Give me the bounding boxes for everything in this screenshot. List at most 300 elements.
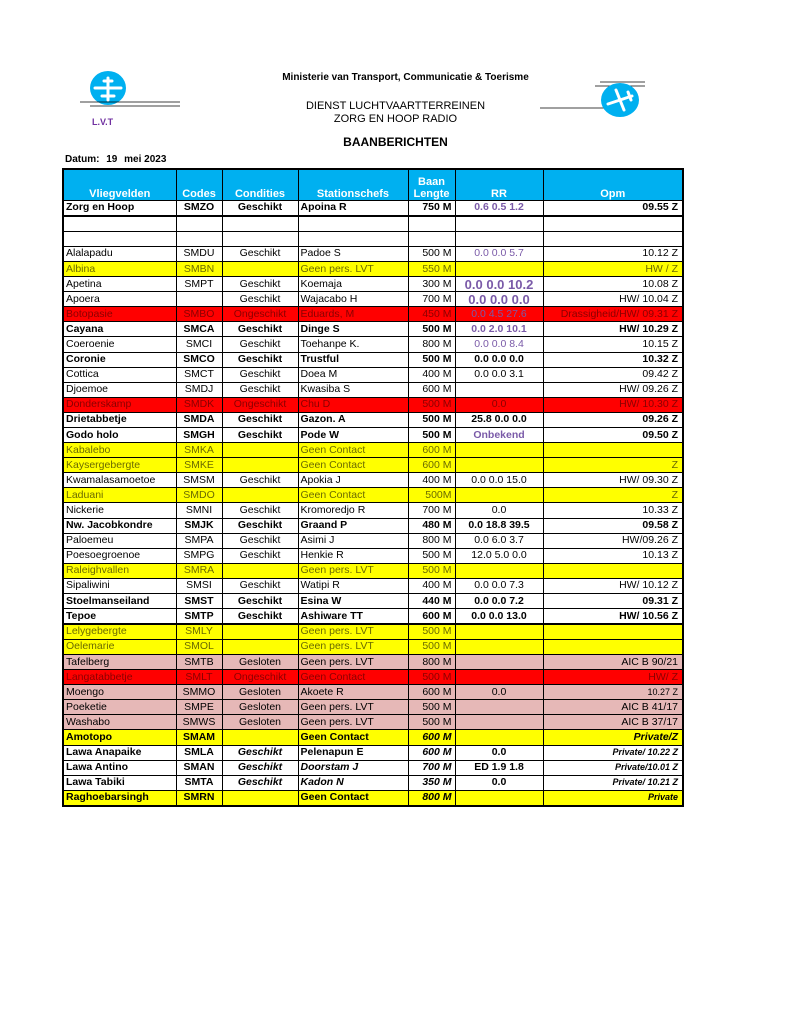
ministry-heading: Ministerie van Transport, Communicatie & Toerisme bbox=[282, 72, 529, 83]
cell-lengte: 750 M bbox=[408, 201, 455, 216]
cell-vliegveld: Kwamalasamoetoe bbox=[63, 473, 176, 488]
cell-lengte: 800 M bbox=[408, 533, 455, 548]
cell-stationschef: Geen pers. LVT bbox=[298, 624, 408, 639]
cell-stationschef bbox=[298, 216, 408, 231]
cell-conditie bbox=[222, 624, 298, 639]
cell-code: SMPA bbox=[176, 533, 222, 548]
cell-opm: 10.32 Z bbox=[543, 352, 683, 367]
table-row bbox=[63, 700, 683, 715]
cell-rr: 0.0 2.0 10.1 bbox=[455, 322, 543, 337]
table-row bbox=[63, 246, 683, 261]
cell-lengte: 800 M bbox=[408, 655, 455, 670]
cell-vliegveld: Raghoebarsingh bbox=[63, 790, 176, 805]
cell-conditie: Geschikt bbox=[222, 277, 298, 292]
cell-code: SMAM bbox=[176, 730, 222, 745]
cell-opm: HW/09.26 Z bbox=[543, 533, 683, 548]
cell-vliegveld: Lelygebergte bbox=[63, 624, 176, 639]
cell-rr: 25.8 0.0 0.0 bbox=[455, 412, 543, 427]
cell-vliegveld: Coeroenie bbox=[63, 337, 176, 352]
cell-opm bbox=[543, 443, 683, 458]
col-baan: Baan bbox=[418, 176, 445, 188]
cell-code: SMNI bbox=[176, 503, 222, 518]
cell-conditie bbox=[222, 216, 298, 231]
cell-stationschef: Geen Contact bbox=[298, 670, 408, 685]
cell-opm: AIC B 90/21 bbox=[543, 655, 683, 670]
cell-stationschef: Geen pers. LVT bbox=[298, 639, 408, 654]
cell-conditie: Ongeschikt bbox=[222, 670, 298, 685]
cell-opm: Z bbox=[543, 458, 683, 473]
cell-vliegveld: Sipaliwini bbox=[63, 578, 176, 593]
cell-code: SMPT bbox=[176, 277, 222, 292]
cell-lengte: 350 M bbox=[408, 775, 455, 790]
cell-vliegveld: Donderskamp bbox=[63, 397, 176, 412]
cell-lengte: 600 M bbox=[408, 745, 455, 760]
cell-conditie bbox=[222, 231, 298, 246]
table-row bbox=[63, 397, 683, 412]
cell-vliegveld: Djoemoe bbox=[63, 382, 176, 397]
cell-vliegveld: Nickerie bbox=[63, 503, 176, 518]
cell-code: SMGH bbox=[176, 428, 222, 443]
cell-opm: Private/ 10.22 Z bbox=[543, 745, 683, 760]
table-row bbox=[63, 473, 683, 488]
cell-opm: HW/ 10.30 Z bbox=[543, 397, 683, 412]
date-line bbox=[65, 154, 170, 165]
cell-opm: 09.42 Z bbox=[543, 367, 683, 382]
cell-stationschef: Geen pers. LVT bbox=[298, 655, 408, 670]
cell-opm: Z bbox=[543, 488, 683, 503]
cell-opm: HW/ 09.26 Z bbox=[543, 382, 683, 397]
cell-opm: Private/Z bbox=[543, 730, 683, 745]
cell-rr bbox=[455, 639, 543, 654]
cell-lengte: 400 M bbox=[408, 578, 455, 593]
cell-stationschef: Apoina R bbox=[298, 201, 408, 216]
cell-vliegveld: Albina bbox=[63, 261, 176, 276]
cell-opm bbox=[543, 216, 683, 231]
cell-opm: HW/ 10.04 Z bbox=[543, 292, 683, 307]
table-row bbox=[63, 578, 683, 593]
cell-rr bbox=[455, 231, 543, 246]
cell-lengte: 800 M bbox=[408, 790, 455, 805]
table-row bbox=[63, 261, 683, 276]
table-row bbox=[63, 670, 683, 685]
date-label: Datum: bbox=[65, 154, 100, 165]
cell-conditie: Geschikt bbox=[222, 473, 298, 488]
cell-vliegveld: Amotopo bbox=[63, 730, 176, 745]
cell-vliegveld: Lawa Tabiki bbox=[63, 775, 176, 790]
table-row bbox=[63, 458, 683, 473]
cell-vliegveld: Godo holo bbox=[63, 428, 176, 443]
cell-vliegveld: Botopasie bbox=[63, 307, 176, 322]
cell-lengte: 600 M bbox=[408, 382, 455, 397]
cell-rr bbox=[455, 715, 543, 730]
cell-vliegveld: Poesoegroenoe bbox=[63, 548, 176, 563]
cell-stationschef: Ashiware TT bbox=[298, 609, 408, 624]
cell-code: SMRA bbox=[176, 563, 222, 578]
cell-lengte: 700 M bbox=[408, 292, 455, 307]
table-row bbox=[63, 216, 683, 231]
cell-conditie bbox=[222, 443, 298, 458]
cell-lengte: 450 M bbox=[408, 307, 455, 322]
cell-rr bbox=[455, 443, 543, 458]
cell-conditie: Geschikt bbox=[222, 548, 298, 563]
cell-rr: 0.0 0.0 8.4 bbox=[455, 337, 543, 352]
table-row bbox=[63, 488, 683, 503]
cell-conditie: Geschikt bbox=[222, 292, 298, 307]
logo-text: L.V.T bbox=[92, 117, 114, 127]
cell-vliegveld: Paloemeu bbox=[63, 533, 176, 548]
cell-vliegveld: Alalapadu bbox=[63, 246, 176, 261]
cell-opm: HW/ 10.29 Z bbox=[543, 322, 683, 337]
table-row bbox=[63, 655, 683, 670]
cell-lengte: 500 M bbox=[408, 715, 455, 730]
cell-lengte: 500 M bbox=[408, 397, 455, 412]
cell-conditie: Geschikt bbox=[222, 352, 298, 367]
cell-lengte: 600 M bbox=[408, 458, 455, 473]
cell-conditie: Geschikt bbox=[222, 760, 298, 775]
cell-lengte bbox=[408, 216, 455, 231]
cell-rr bbox=[455, 563, 543, 578]
table-row bbox=[63, 412, 683, 427]
cell-vliegveld bbox=[63, 231, 176, 246]
cell-conditie: Geschikt bbox=[222, 503, 298, 518]
cell-code: SMTB bbox=[176, 655, 222, 670]
cell-opm: 09.31 Z bbox=[543, 594, 683, 609]
cell-rr: ED 1.9 1.8 bbox=[455, 760, 543, 775]
cell-conditie: Gesloten bbox=[222, 715, 298, 730]
cell-conditie bbox=[222, 458, 298, 473]
cell-opm: HW/ 10.56 Z bbox=[543, 609, 683, 624]
table-row bbox=[63, 760, 683, 775]
table-row bbox=[63, 533, 683, 548]
cell-vliegveld: Cayana bbox=[63, 322, 176, 337]
runway-report-table bbox=[62, 168, 684, 807]
cell-code bbox=[176, 231, 222, 246]
cell-stationschef bbox=[298, 231, 408, 246]
cell-rr bbox=[455, 655, 543, 670]
cell-code: SMRN bbox=[176, 790, 222, 805]
cell-lengte: 500M bbox=[408, 488, 455, 503]
table-row bbox=[63, 352, 683, 367]
cell-code: SMSM bbox=[176, 473, 222, 488]
cell-opm: 10.33 Z bbox=[543, 503, 683, 518]
cell-rr: 0.0 6.0 3.7 bbox=[455, 533, 543, 548]
cell-conditie: Geschikt bbox=[222, 412, 298, 427]
cell-conditie: Geschikt bbox=[222, 533, 298, 548]
cell-lengte: 500 M bbox=[408, 639, 455, 654]
cell-lengte: 440 M bbox=[408, 594, 455, 609]
cell-stationschef: Kwasiba S bbox=[298, 382, 408, 397]
col-lengte: Lengte bbox=[413, 188, 450, 200]
table-row bbox=[63, 307, 683, 322]
cell-vliegveld: Lawa Anapaike bbox=[63, 745, 176, 760]
cell-conditie: Geschikt bbox=[222, 201, 298, 216]
cell-lengte: 600 M bbox=[408, 609, 455, 624]
cell-opm: HW/ Z bbox=[543, 670, 683, 685]
table-row bbox=[63, 790, 683, 805]
cell-stationschef: Doorstam J bbox=[298, 760, 408, 775]
cell-conditie bbox=[222, 261, 298, 276]
cell-code: SMJK bbox=[176, 518, 222, 533]
cell-conditie bbox=[222, 790, 298, 805]
cell-code: SMDA bbox=[176, 412, 222, 427]
cell-code: SMDK bbox=[176, 397, 222, 412]
cell-stationschef: Geen Contact bbox=[298, 790, 408, 805]
cell-rr: 0.0 bbox=[455, 397, 543, 412]
table-row bbox=[63, 428, 683, 443]
col-stationschefs: Stationschefs bbox=[298, 169, 408, 201]
date-month-year: mei 2023 bbox=[124, 154, 167, 165]
table-row bbox=[63, 745, 683, 760]
cell-stationschef: Geen Contact bbox=[298, 488, 408, 503]
cell-stationschef: Esina W bbox=[298, 594, 408, 609]
cell-rr bbox=[455, 790, 543, 805]
cell-rr: 0.0 bbox=[455, 775, 543, 790]
cell-rr: 0.0 0.0 10.2 bbox=[455, 277, 543, 292]
cell-stationschef: Eduards, M bbox=[298, 307, 408, 322]
cell-lengte: 600 M bbox=[408, 443, 455, 458]
cell-rr: 0.0 4.5 27.6 bbox=[455, 307, 543, 322]
cell-code: SMBN bbox=[176, 261, 222, 276]
cell-vliegveld: Apoera bbox=[63, 292, 176, 307]
cell-code: SMCO bbox=[176, 352, 222, 367]
cell-rr: 0.0 0.0 7.2 bbox=[455, 594, 543, 609]
table-row bbox=[63, 518, 683, 533]
cell-conditie: Geschikt bbox=[222, 578, 298, 593]
cell-vliegveld bbox=[63, 216, 176, 231]
cell-stationschef: Watipi R bbox=[298, 578, 408, 593]
cell-stationschef: Apokia J bbox=[298, 473, 408, 488]
cell-conditie: Geschikt bbox=[222, 594, 298, 609]
cell-conditie bbox=[222, 563, 298, 578]
cell-lengte: 480 M bbox=[408, 518, 455, 533]
col-rr: RR bbox=[455, 169, 543, 201]
table-row bbox=[63, 231, 683, 246]
cell-lengte: 700 M bbox=[408, 760, 455, 775]
cell-opm: Drassigheid/HW/ 09.31 Z bbox=[543, 307, 683, 322]
cell-stationschef: Geen Contact bbox=[298, 458, 408, 473]
cell-code: SMDO bbox=[176, 488, 222, 503]
cell-opm: AIC B 37/17 bbox=[543, 715, 683, 730]
cell-opm bbox=[543, 231, 683, 246]
cell-opm: Private/10.01 Z bbox=[543, 760, 683, 775]
cell-rr: 0.0 bbox=[455, 685, 543, 700]
table-row bbox=[63, 337, 683, 352]
cell-conditie: Geschikt bbox=[222, 382, 298, 397]
cell-code: SMST bbox=[176, 594, 222, 609]
table-row bbox=[63, 382, 683, 397]
cell-rr: 0.0 bbox=[455, 745, 543, 760]
cell-rr bbox=[455, 700, 543, 715]
cell-rr: Onbekend bbox=[455, 428, 543, 443]
cell-stationschef: Trustful bbox=[298, 352, 408, 367]
cell-rr: 0.0 0.0 5.7 bbox=[455, 246, 543, 261]
cell-code bbox=[176, 216, 222, 231]
cell-stationschef: Geen pers. LVT bbox=[298, 261, 408, 276]
cell-rr bbox=[455, 670, 543, 685]
cell-code: SMDJ bbox=[176, 382, 222, 397]
cell-conditie: Ongeschikt bbox=[222, 397, 298, 412]
cell-stationschef: Chu D bbox=[298, 397, 408, 412]
cell-vliegveld: Cottica bbox=[63, 367, 176, 382]
cell-lengte: 700 M bbox=[408, 503, 455, 518]
cell-rr bbox=[455, 382, 543, 397]
cell-opm: 10.15 Z bbox=[543, 337, 683, 352]
cell-vliegveld: Raleighvallen bbox=[63, 563, 176, 578]
cell-stationschef: Gazon. A bbox=[298, 412, 408, 427]
cell-vliegveld: Langatabbetje bbox=[63, 670, 176, 685]
cell-code: SMLA bbox=[176, 745, 222, 760]
cell-opm: 10.13 Z bbox=[543, 548, 683, 563]
cell-rr: 0.0 0.0 0.0 bbox=[455, 292, 543, 307]
cell-stationschef: Akoete R bbox=[298, 685, 408, 700]
cell-conditie: Geschikt bbox=[222, 367, 298, 382]
cell-code: SMPG bbox=[176, 548, 222, 563]
cell-conditie: Geschikt bbox=[222, 518, 298, 533]
cell-rr: 0.0 0.0 13.0 bbox=[455, 609, 543, 624]
table-row bbox=[63, 609, 683, 624]
cell-opm: Private/ 10.21 Z bbox=[543, 775, 683, 790]
cell-vliegveld: Lawa Antino bbox=[63, 760, 176, 775]
cell-code bbox=[176, 292, 222, 307]
cell-opm: 09.58 Z bbox=[543, 518, 683, 533]
cell-opm: HW/ 09.30 Z bbox=[543, 473, 683, 488]
cell-opm: 09.26 Z bbox=[543, 412, 683, 427]
cell-stationschef: Graand P bbox=[298, 518, 408, 533]
cell-code: SMLT bbox=[176, 670, 222, 685]
cell-vliegveld: Kabalebo bbox=[63, 443, 176, 458]
cell-rr: 0.0 0.0 7.3 bbox=[455, 578, 543, 593]
cell-lengte: 600 M bbox=[408, 685, 455, 700]
department-heading: DIENST LUCHTVAARTTERREINEN bbox=[305, 100, 486, 112]
cell-code: SMKE bbox=[176, 458, 222, 473]
cell-vliegveld: Laduani bbox=[63, 488, 176, 503]
cell-stationschef: Wajacabo H bbox=[298, 292, 408, 307]
cell-vliegveld: Zorg en Hoop bbox=[63, 201, 176, 216]
cell-conditie: Gesloten bbox=[222, 685, 298, 700]
cell-code: SMKA bbox=[176, 443, 222, 458]
cell-lengte: 400 M bbox=[408, 473, 455, 488]
cell-opm bbox=[543, 624, 683, 639]
cell-lengte: 400 M bbox=[408, 367, 455, 382]
cell-lengte: 300 M bbox=[408, 277, 455, 292]
cell-rr: 0.0 0.0 0.0 bbox=[455, 352, 543, 367]
cell-stationschef: Dinge S bbox=[298, 322, 408, 337]
cell-rr: 0.6 0.5 1.2 bbox=[455, 201, 543, 216]
cell-stationschef: Geen pers. LVT bbox=[298, 700, 408, 715]
cell-vliegveld: Stoelmanseiland bbox=[63, 594, 176, 609]
cell-opm: AIC B 41/17 bbox=[543, 700, 683, 715]
table-row bbox=[63, 548, 683, 563]
cell-code: SMOL bbox=[176, 639, 222, 654]
cell-opm: HW/ 10.12 Z bbox=[543, 578, 683, 593]
cell-opm: 10.08 Z bbox=[543, 277, 683, 292]
table-row bbox=[63, 201, 683, 216]
cell-stationschef: Kadon N bbox=[298, 775, 408, 790]
date-day: 19 bbox=[106, 154, 118, 165]
table-row bbox=[63, 594, 683, 609]
cell-vliegveld: Drietabbetje bbox=[63, 412, 176, 427]
cell-lengte: 550 M bbox=[408, 261, 455, 276]
cell-conditie: Geschikt bbox=[222, 609, 298, 624]
col-opm: Opm bbox=[543, 169, 683, 201]
cell-lengte: 600 M bbox=[408, 730, 455, 745]
table-row bbox=[63, 639, 683, 654]
cell-vliegveld: Tafelberg bbox=[63, 655, 176, 670]
cell-code: SMTA bbox=[176, 775, 222, 790]
cell-lengte: 500 M bbox=[408, 670, 455, 685]
col-baan-lengte bbox=[408, 169, 455, 201]
cell-conditie: Geschikt bbox=[222, 775, 298, 790]
cell-rr bbox=[455, 488, 543, 503]
table-row bbox=[63, 730, 683, 745]
cell-code: SMZO bbox=[176, 201, 222, 216]
cell-stationschef: Doea M bbox=[298, 367, 408, 382]
cell-stationschef: Kromoredjo R bbox=[298, 503, 408, 518]
cell-code: SMBO bbox=[176, 307, 222, 322]
page-title: BAANBERICHTEN bbox=[343, 135, 448, 149]
cell-conditie: Geschikt bbox=[222, 745, 298, 760]
cell-stationschef: Pelenapun E bbox=[298, 745, 408, 760]
cell-rr bbox=[455, 458, 543, 473]
cell-opm: 09.55 Z bbox=[543, 201, 683, 216]
table-row bbox=[63, 624, 683, 639]
cell-code: SMPE bbox=[176, 700, 222, 715]
table-row bbox=[63, 322, 683, 337]
cell-lengte: 500 M bbox=[408, 624, 455, 639]
cell-stationschef: Henkie R bbox=[298, 548, 408, 563]
cell-conditie: Gesloten bbox=[222, 700, 298, 715]
cell-conditie: Geschikt bbox=[222, 322, 298, 337]
cell-lengte: 500 M bbox=[408, 246, 455, 261]
cell-opm: Private bbox=[543, 790, 683, 805]
cell-lengte: 500 M bbox=[408, 428, 455, 443]
cell-stationschef: Geen pers. LVT bbox=[298, 715, 408, 730]
cell-rr: 0.0 0.0 3.1 bbox=[455, 367, 543, 382]
col-vliegvelden: Vliegvelden bbox=[63, 169, 176, 201]
table-row bbox=[63, 292, 683, 307]
cell-rr: 12.0 5.0 0.0 bbox=[455, 548, 543, 563]
cell-vliegveld: Moengo bbox=[63, 685, 176, 700]
radio-subtitle: ZORG EN HOOP RADIO bbox=[333, 113, 458, 125]
cell-vliegveld: Nw. Jacobkondre bbox=[63, 518, 176, 533]
cell-vliegveld: Coronie bbox=[63, 352, 176, 367]
cell-lengte: 500 M bbox=[408, 548, 455, 563]
cell-conditie bbox=[222, 488, 298, 503]
col-codes: Codes bbox=[176, 169, 222, 201]
cell-conditie: Geschikt bbox=[222, 337, 298, 352]
cell-rr: 0.0 18.8 39.5 bbox=[455, 518, 543, 533]
cell-code: SMSI bbox=[176, 578, 222, 593]
cell-opm bbox=[543, 639, 683, 654]
cell-code: SMDU bbox=[176, 246, 222, 261]
cell-stationschef: Toehanpe K. bbox=[298, 337, 408, 352]
cell-vliegveld: Oelemarie bbox=[63, 639, 176, 654]
cell-vliegveld: Kaysergebergte bbox=[63, 458, 176, 473]
cell-conditie: Gesloten bbox=[222, 655, 298, 670]
cell-opm: 10.27 Z bbox=[543, 685, 683, 700]
cell-stationschef: Padoe S bbox=[298, 246, 408, 261]
table-row bbox=[63, 563, 683, 578]
table-row bbox=[63, 775, 683, 790]
cell-lengte: 500 M bbox=[408, 322, 455, 337]
cell-stationschef: Pode W bbox=[298, 428, 408, 443]
cell-opm: HW / Z bbox=[543, 261, 683, 276]
table-row bbox=[63, 715, 683, 730]
cell-lengte: 500 M bbox=[408, 412, 455, 427]
cell-lengte: 500 M bbox=[408, 563, 455, 578]
table-row bbox=[63, 443, 683, 458]
cell-vliegveld: Tepoe bbox=[63, 609, 176, 624]
